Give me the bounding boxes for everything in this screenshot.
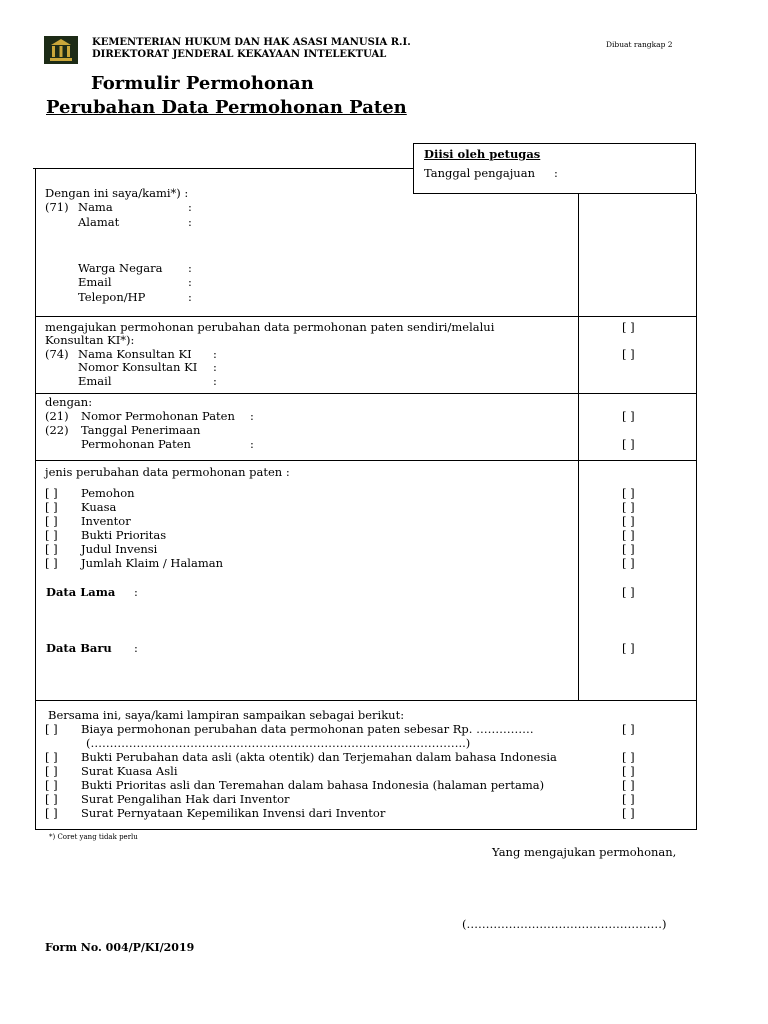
attachment-label: Surat Kuasa Asli (81, 764, 178, 778)
submission-date-colon: : (554, 166, 558, 180)
row-divider-1 (35, 316, 697, 317)
footnote: *) Coret yang tidak perlu (49, 833, 138, 841)
application-number-code: (21) (45, 409, 69, 423)
attachment-label: Bukti Prioritas asli dan Teremahan dalam bahasa Indonesia (halaman pertama) (81, 778, 545, 792)
directorate-name: DIREKTORAT JENDERAL KEKAYAAN INTELEKTUAL (92, 49, 387, 60)
attachment-checkbox[interactable]: [ ] (45, 778, 58, 792)
consultant-intro-line1: mengajukan permohonan perubahan data permohonan paten sendiri/melalui (45, 320, 495, 334)
change-option-checkbox[interactable]: [ ] (45, 542, 58, 556)
change-type-intro: jenis perubahan data permohonan paten : (45, 465, 290, 479)
application-number-checkbox[interactable]: [ ] (622, 409, 635, 423)
submission-date-label: Tanggal pengajuan (424, 166, 535, 180)
application-intro: dengan: (45, 395, 93, 409)
change-option-right-checkbox[interactable]: [ ] (622, 500, 635, 514)
attachment-checkbox[interactable]: [ ] (45, 750, 58, 764)
copies-note: Dibuat rangkap 2 (606, 40, 673, 49)
attachment-checkbox[interactable]: [ ] (45, 806, 58, 820)
applicant-phone-colon[interactable]: : (188, 290, 192, 304)
new-data-checkbox[interactable]: [ ] (622, 641, 635, 655)
change-option-label: Judul Invensi (81, 542, 158, 556)
consultant-name-label: Nama Konsultan KI (78, 347, 192, 361)
applicant-citizenship-label: Warga Negara (78, 261, 163, 275)
applicant-name-colon[interactable]: : (188, 200, 192, 214)
ministry-name: KEMENTERIAN HUKUM DAN HAK ASASI MANUSIA R.I. (92, 37, 411, 48)
change-option-checkbox[interactable]: [ ] (45, 556, 58, 570)
change-option-checkbox[interactable]: [ ] (45, 528, 58, 542)
consultant-self-checkbox[interactable]: [ ] (622, 320, 635, 334)
fee-checkbox[interactable]: [ ] (45, 722, 58, 736)
row-divider-2 (35, 393, 697, 394)
consultant-code: (74) (45, 347, 69, 361)
consultant-name-colon[interactable]: : (213, 347, 217, 361)
old-data-checkbox[interactable]: [ ] (622, 585, 635, 599)
attachment-label: Surat Pengalihan Hak dari Inventor (81, 792, 290, 806)
consultant-number-label: Nomor Konsultan KI (78, 360, 198, 374)
signature-label: Yang mengajukan permohonan, (492, 845, 677, 859)
change-option-checkbox[interactable]: [ ] (45, 514, 58, 528)
application-date-label-line1: Tanggal Penerimaan (81, 423, 201, 437)
fee-line1: Biaya permohonan perubahan data permohonan paten sebesar Rp. …………… (81, 722, 534, 736)
officer-box-heading: Diisi oleh petugas (424, 147, 541, 161)
row-divider-4 (35, 700, 697, 701)
form-title-line1: Formulir Permohonan (91, 73, 314, 94)
applicant-name-label: Nama (78, 200, 113, 214)
application-number-colon[interactable]: : (250, 409, 254, 423)
attachment-label: Bukti Perubahan data asli (akta otentik) dan Terjemahan dalam bahasa Indonesia (81, 750, 557, 764)
attachments-intro: Bersama ini, saya/kami lampiran sampaikan sebagai berikut: (48, 708, 405, 722)
consultant-intro-line2: Konsultan KI*): (45, 333, 135, 347)
old-data-label: Data Lama (46, 585, 116, 599)
application-number-label: Nomor Permohonan Paten (81, 409, 235, 423)
table-bottom-border (35, 829, 697, 830)
row-divider-3 (35, 460, 697, 461)
signature-placeholder[interactable]: (……………………………………………) (462, 917, 667, 931)
applicant-address-label: Alamat (78, 215, 120, 229)
consultant-email-colon[interactable]: : (213, 374, 217, 388)
change-option-checkbox[interactable]: [ ] (45, 486, 58, 500)
applicant-email-label: Email (78, 275, 112, 289)
attachment-checkbox[interactable]: [ ] (45, 764, 58, 778)
consultant-email-label: Email (78, 374, 112, 388)
change-option-label: Jumlah Klaim / Halaman (81, 556, 223, 570)
consultant-number-colon[interactable]: : (213, 360, 217, 374)
change-option-right-checkbox[interactable]: [ ] (622, 556, 635, 570)
change-option-right-checkbox[interactable]: [ ] (622, 514, 635, 528)
change-option-right-checkbox[interactable]: [ ] (622, 542, 635, 556)
table-right-border (696, 194, 697, 830)
application-date-colon[interactable]: : (250, 437, 254, 451)
change-option-label: Bukti Prioritas (81, 528, 167, 542)
change-option-label: Kuasa (81, 500, 117, 514)
attachment-right-checkbox[interactable]: [ ] (622, 764, 635, 778)
application-date-label-line2: Permohonan Paten (81, 437, 191, 451)
ministry-emblem-icon (44, 36, 78, 64)
consultant-via-checkbox[interactable]: [ ] (622, 347, 635, 361)
table-left-border (35, 168, 36, 830)
attachment-right-checkbox[interactable]: [ ] (622, 792, 635, 806)
attachment-right-checkbox[interactable]: [ ] (622, 778, 635, 792)
new-data-colon[interactable]: : (134, 641, 138, 655)
change-option-label: Inventor (81, 514, 131, 528)
fee-right-checkbox[interactable]: [ ] (622, 722, 635, 736)
applicant-code: (71) (45, 200, 69, 214)
table-top-border (33, 168, 414, 169)
attachment-right-checkbox[interactable]: [ ] (622, 806, 635, 820)
fee-line2: (……………………………………………………………………………………..) (86, 736, 471, 750)
attachment-label: Surat Pernyataan Kepemilikan Invensi dari Inventor (81, 806, 386, 820)
form-title-line2: Perubahan Data Permohonan Paten (46, 97, 407, 118)
application-date-checkbox[interactable]: [ ] (622, 437, 635, 451)
attachment-checkbox[interactable]: [ ] (45, 792, 58, 806)
applicant-phone-label: Telepon/HP (78, 290, 146, 304)
change-option-right-checkbox[interactable]: [ ] (622, 486, 635, 500)
application-date-code: (22) (45, 423, 69, 437)
change-option-checkbox[interactable]: [ ] (45, 500, 58, 514)
change-option-right-checkbox[interactable]: [ ] (622, 528, 635, 542)
attachment-right-checkbox[interactable]: [ ] (622, 750, 635, 764)
table-column-divider (578, 194, 579, 701)
applicant-email-colon[interactable]: : (188, 275, 192, 289)
old-data-colon[interactable]: : (134, 585, 138, 599)
applicant-intro: Dengan ini saya/kami*) : (45, 186, 189, 200)
applicant-citizenship-colon[interactable]: : (188, 261, 192, 275)
form-number: Form No. 004/P/KI/2019 (45, 941, 195, 954)
change-option-label: Pemohon (81, 486, 135, 500)
applicant-address-colon[interactable]: : (188, 215, 192, 229)
new-data-label: Data Baru (46, 641, 112, 655)
